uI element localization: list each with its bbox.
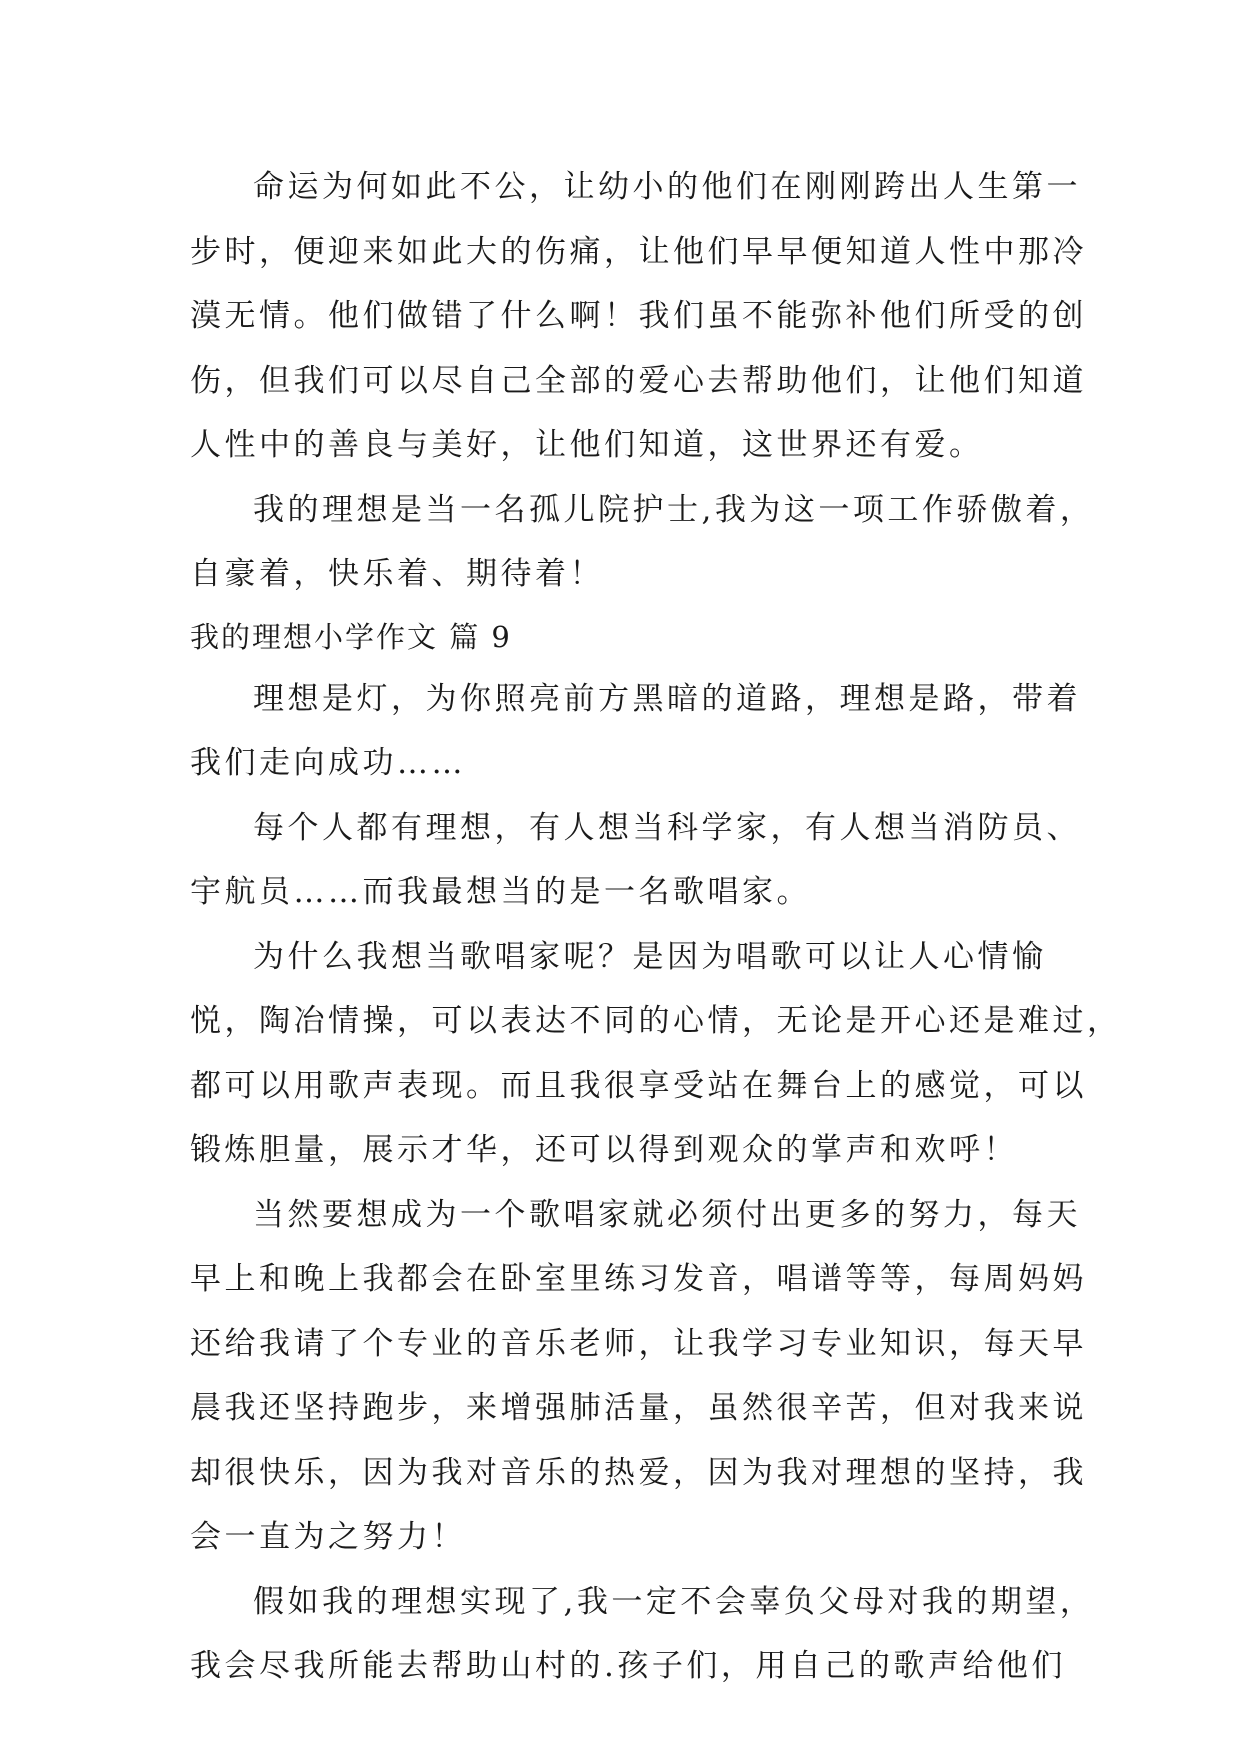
section-heading: 我的理想小学作文 篇 9 <box>190 619 512 654</box>
document-body <box>190 155 1122 1699</box>
paragraph-line: 我们走向成功…… <box>190 745 466 781</box>
paragraph-line: 当然要想成为一个歌唱家就必须付出更多的努力，每天 <box>253 1196 1081 1233</box>
paragraph-line: 伤，但我们可以尽自己全部的爱心去帮助他们，让他们知道 <box>190 362 1087 399</box>
paragraph-line: 漠无情。他们做错了什么啊！我们虽不能弥补他们所受的创 <box>190 298 1087 334</box>
paragraph-line: 步时，便迎来如此大的伤痛，让他们早早便知道人性中那冷 <box>190 233 1087 270</box>
paragraph-line: 都可以用歌声表现。而且我很享受站在舞台上的感觉，可以 <box>190 1067 1087 1104</box>
paragraph-line: 为什么我想当歌唱家呢？是因为唱歌可以让人心情愉 <box>253 938 1047 975</box>
paragraph-line: 悦，陶冶情操，可以表达不同的心情，无论是开心还是难过， <box>190 1003 1122 1039</box>
paragraph-line: 自豪着，快乐着、期待着！ <box>190 556 604 592</box>
paragraph-line: 宇航员……而我最想当的是一名歌唱家。 <box>190 874 811 910</box>
paragraph-line: 还给我请了个专业的音乐老师，让我学习专业知识，每天早 <box>190 1325 1087 1362</box>
paragraph-line: 锻炼胆量，展示才华，还可以得到观众的掌声和欢呼！ <box>190 1132 1018 1168</box>
paragraph-line: 晨我还坚持跑步，来增强肺活量，虽然很辛苦，但对我来说 <box>190 1390 1087 1426</box>
paragraph-line: 每个人都有理想，有人想当科学家，有人想当消防员、 <box>253 809 1081 846</box>
paragraph-line: 人性中的善良与美好，让他们知道，这世界还有爱。 <box>190 427 984 463</box>
paragraph-line: 我的理想是当一名孤儿院护士,我为这一项工作骄傲着， <box>253 491 1095 528</box>
paragraph-line: 我会尽我所能去帮助山村的.孩子们，用自己的歌声给他们 <box>190 1648 1066 1684</box>
paragraph-line: 却很快乐，因为我对音乐的热爱，因为我对理想的坚持，我 <box>190 1454 1087 1491</box>
paragraph-line: 会一直为之努力！ <box>190 1519 466 1555</box>
paragraph-line: 理想是灯，为你照亮前方黑暗的道路，理想是路，带着 <box>253 680 1081 717</box>
paragraph-line: 早上和晚上我都会在卧室里练习发音，唱谱等等，每周妈妈 <box>190 1261 1087 1297</box>
paragraph-line: 假如我的理想实现了,我一定不会辜负父母对我的期望， <box>253 1583 1095 1620</box>
paragraph-line: 命运为何如此不公，让幼小的他们在刚刚跨出人生第一 <box>253 169 1081 205</box>
